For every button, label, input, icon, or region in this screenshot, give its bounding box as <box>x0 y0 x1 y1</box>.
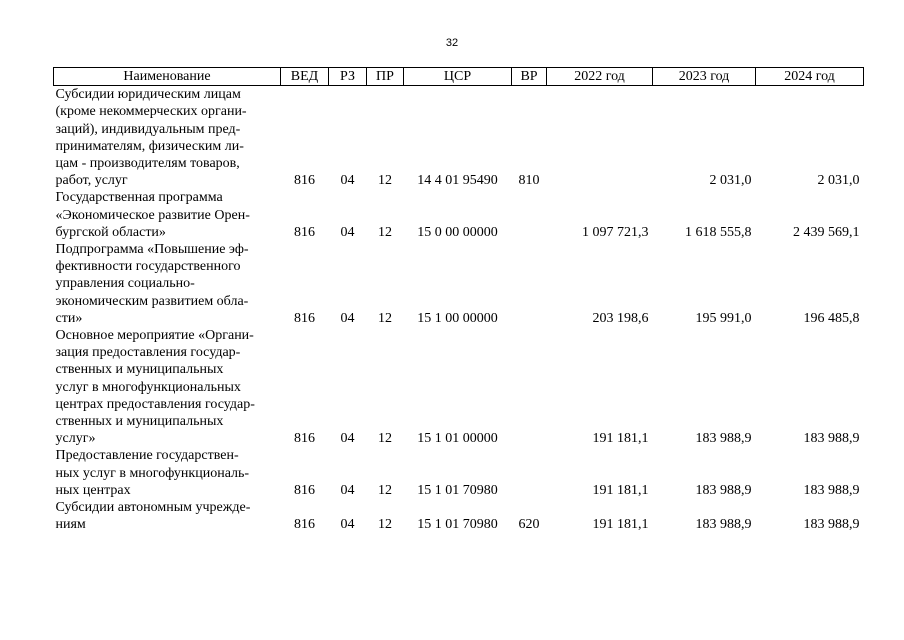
vr-cell: 810 <box>518 173 540 189</box>
name-line: управления социально- <box>55 276 195 292</box>
amount-2022-cell: 1 097 721,3 <box>582 224 649 240</box>
rz-cell: 04 <box>340 310 355 326</box>
name-line: принимателям, физическим ли- <box>55 138 244 154</box>
name-line: ных центрах <box>55 482 131 498</box>
ved-cell: 816 <box>294 431 315 447</box>
table-row <box>54 499 864 533</box>
csr-cell: 15 1 01 70980 <box>417 482 498 498</box>
name-line: экономическим развитием обла- <box>55 293 249 309</box>
amount-2024-cell: 183 988,9 <box>803 482 860 498</box>
name-line: ственных и муниципальных <box>55 362 224 378</box>
name-line: зация предоставления государ- <box>55 345 241 361</box>
name-line: ственных и муниципальных <box>55 414 224 430</box>
name-cell <box>54 327 281 447</box>
pr-cell: 12 <box>378 517 392 533</box>
table-row <box>54 241 864 327</box>
table-row <box>54 447 864 499</box>
page-number: 32 <box>445 37 459 49</box>
pr-cell: 12 <box>378 224 392 240</box>
name-line: услуг в многофункциональных <box>55 379 241 395</box>
vr-cell <box>512 447 547 499</box>
name-line: услуг» <box>55 431 96 447</box>
amount-2024-cell: 196 485,8 <box>803 310 860 326</box>
rz-cell: 04 <box>340 224 355 240</box>
name-line: Предоставление государствен- <box>55 448 239 464</box>
rz-cell: 04 <box>340 431 355 447</box>
header-ved: ВЕД <box>281 68 329 86</box>
name-line: центрах предоставления государ- <box>55 396 255 412</box>
name-line: сти» <box>55 310 83 326</box>
name-cell <box>54 499 281 533</box>
name-cell <box>54 189 281 241</box>
ved-cell: 816 <box>294 224 315 240</box>
name-line: Субсидии автономным учрежде- <box>55 500 251 516</box>
budget-table <box>53 67 864 533</box>
name-line: Субсидии юридическим лицам <box>55 87 241 103</box>
header-rz: РЗ <box>329 68 367 86</box>
pr-cell: 12 <box>378 431 392 447</box>
name-line: цам - производителям товаров, <box>55 156 240 172</box>
amount-2023-cell: 2 031,0 <box>709 173 752 189</box>
name-cell <box>54 86 281 190</box>
csr-cell: 15 1 00 00000 <box>417 310 498 326</box>
table-row <box>54 86 864 190</box>
amount-2023-cell: 1 618 555,8 <box>685 224 752 240</box>
ved-cell: 816 <box>294 482 315 498</box>
rz-cell: 04 <box>340 482 355 498</box>
header-2022: 2022 год <box>547 68 653 86</box>
amount-2023-cell: 183 988,9 <box>695 431 752 447</box>
amount-2022-cell: 191 181,1 <box>592 482 649 498</box>
header-2024: 2024 год <box>756 68 864 86</box>
amount-2023-cell: 183 988,9 <box>695 517 752 533</box>
header-2023: 2023 год <box>653 68 756 86</box>
name-line: заций), индивидуальным пред- <box>55 121 241 137</box>
pr-cell: 12 <box>378 310 392 326</box>
pr-cell: 12 <box>378 173 392 189</box>
ved-cell: 816 <box>294 517 315 533</box>
name-line: фективности государственного <box>55 259 241 275</box>
table-header <box>54 68 864 86</box>
name-line: работ, услуг <box>55 173 128 189</box>
name-line: «Экономическое развитие Орен- <box>55 207 250 223</box>
vr-cell <box>512 241 547 327</box>
name-line: Основное мероприятие «Органи- <box>55 328 254 344</box>
pr-cell: 12 <box>378 482 392 498</box>
csr-cell: 14 4 01 95490 <box>417 173 498 189</box>
amount-2024-cell: 2 031,0 <box>817 173 860 189</box>
csr-cell: 15 1 01 70980 <box>417 517 498 533</box>
name-cell <box>54 241 281 327</box>
ved-cell: 816 <box>294 173 315 189</box>
amount-2022-cell: 203 198,6 <box>592 310 649 326</box>
header-vr: ВР <box>512 68 547 86</box>
table-row <box>54 327 864 447</box>
rz-cell: 04 <box>340 517 355 533</box>
table-body <box>54 86 864 534</box>
csr-cell: 15 0 00 00000 <box>417 224 498 240</box>
name-line: Государственная программа <box>55 190 223 206</box>
amount-2023-cell: 195 991,0 <box>695 310 752 326</box>
amount-2022-cell <box>547 86 653 190</box>
header-pr: ПР <box>367 68 404 86</box>
header-name: Наименование <box>54 68 281 86</box>
vr-cell <box>512 189 547 241</box>
name-line: (кроме некоммерческих органи- <box>55 104 247 120</box>
amount-2022-cell: 191 181,1 <box>592 517 649 533</box>
ved-cell: 816 <box>294 310 315 326</box>
name-line: Подпрограмма «Повышение эф- <box>55 242 249 258</box>
name-line: ных услуг в многофункциональ- <box>55 465 250 481</box>
amount-2022-cell: 191 181,1 <box>592 431 649 447</box>
amount-2024-cell: 183 988,9 <box>803 517 860 533</box>
header-csr: ЦСР <box>404 68 512 86</box>
csr-cell: 15 1 01 00000 <box>417 431 498 447</box>
amount-2024-cell: 2 439 569,1 <box>793 224 860 240</box>
name-line: бургской области» <box>55 224 166 240</box>
amount-2024-cell: 183 988,9 <box>803 431 860 447</box>
vr-cell <box>512 327 547 447</box>
rz-cell: 04 <box>340 173 355 189</box>
table-row <box>54 189 864 241</box>
name-line: ниям <box>55 517 86 533</box>
vr-cell: 620 <box>518 517 540 533</box>
amount-2023-cell: 183 988,9 <box>695 482 752 498</box>
name-cell <box>54 447 281 499</box>
